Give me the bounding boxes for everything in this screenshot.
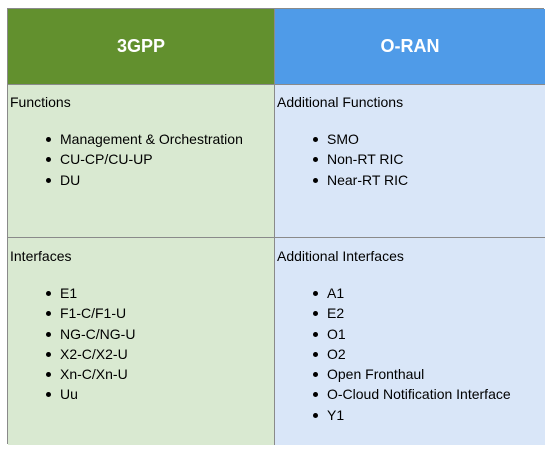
bullet-icon [46,372,51,377]
bullet-icon [46,291,51,296]
bullet-icon [313,291,318,296]
interfaces-oran-list [275,283,511,425]
bullet-icon [313,352,318,357]
list-item: CU-CP/CU-UP [8,149,243,169]
interfaces-3gpp-cell [8,238,275,445]
bullet-icon [313,311,318,316]
list-item: E2 [275,303,511,323]
functions-3gpp-list [8,129,243,190]
list-item: Management & Orchestration [8,129,243,149]
list-item: A1 [275,283,511,303]
bullet-icon [46,157,51,162]
list-item: Uu [8,384,135,404]
list-item: O-Cloud Notification Interface [275,384,511,404]
functions-oran-cell [275,85,545,238]
list-item: NG-C/NG-U [8,324,135,344]
interfaces-oran-title: Additional Interfaces [277,248,404,264]
functions-3gpp-cell [8,85,275,238]
list-item: DU [8,170,243,190]
list-item: O1 [275,324,511,344]
functions-oran-list [275,129,408,190]
bullet-icon [313,178,318,183]
header-oran-label: O-RAN [380,36,440,56]
bullet-icon [313,157,318,162]
interfaces-3gpp-list [8,283,135,405]
comparison-table [7,8,544,444]
header-oran [275,9,545,85]
bullet-icon [46,311,51,316]
header-3gpp [8,9,275,85]
bullet-icon [313,137,318,142]
functions-3gpp-title: Functions [10,94,71,110]
interfaces-oran-cell [275,238,545,445]
interfaces-3gpp-title: Interfaces [10,248,72,264]
bullet-icon [313,392,318,397]
bullet-icon [46,392,51,397]
bullet-icon [46,352,51,357]
list-item: Xn-C/Xn-U [8,364,135,384]
bullet-icon [46,137,51,142]
bullet-icon [313,413,318,418]
list-item: X2-C/X2-U [8,344,135,364]
list-item: Non-RT RIC [275,149,408,169]
bullet-icon [313,332,318,337]
list-item: SMO [275,129,408,149]
bullet-icon [46,332,51,337]
functions-oran-title: Additional Functions [277,94,404,110]
list-item: F1-C/F1-U [8,303,135,323]
bullet-icon [313,372,318,377]
header-3gpp-label: 3GPP [116,36,166,56]
list-item: O2 [275,344,511,364]
list-item: Open Fronthaul [275,364,511,384]
list-item: Y1 [275,405,511,425]
list-item: E1 [8,283,135,303]
bullet-icon [46,178,51,183]
list-item: Near-RT RIC [275,170,408,190]
